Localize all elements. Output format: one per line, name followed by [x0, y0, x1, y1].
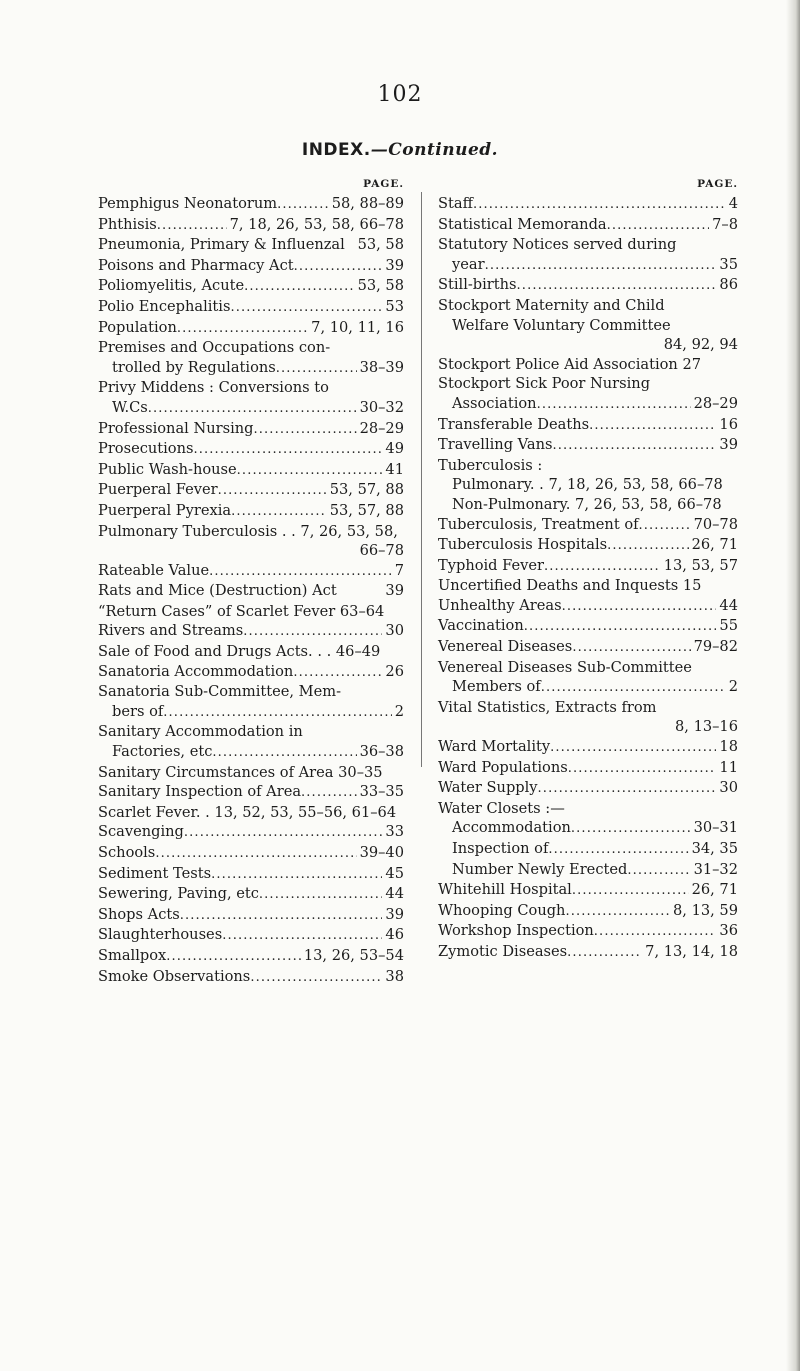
index-entry: Water Supply . . . 30 [438, 778, 738, 799]
index-entry: Prosecutions . . . 49 [98, 439, 404, 460]
index-entry: Ward Mortality . . . 18 [438, 737, 738, 758]
index-entry: Pulmonary Tuberculosis . . 7, 26, 53, 58, [98, 522, 398, 540]
index-entry: Venereal Diseases . . . 79–82 [438, 637, 738, 658]
index-entry-cont: Members of . . . 2 [438, 677, 738, 698]
index-entry: Smoke Observations . . . 38 [98, 967, 404, 988]
index-entry: Sediment Tests . . . 45 [98, 864, 404, 885]
index-entry: Schools . . . 39–40 [98, 843, 404, 864]
index-subentry: Inspection of . . . 34, 35 [438, 839, 738, 860]
index-entry: Sale of Food and Drugs Acts. . . 46–49 [98, 643, 381, 661]
index-entry: Ward Populations . . . 11 [438, 758, 738, 779]
index-entry: Staff . . . 4 [438, 194, 738, 215]
index-entry: Polio Encephalitis . . . 53 [98, 297, 404, 318]
index-entry: Statutory Notices served during [438, 236, 677, 254]
index-entry: Statistical Memoranda . . . 7–8 [438, 215, 738, 236]
index-column-left [98, 175, 404, 987]
index-entry: Scavenging . . . 33 [98, 822, 404, 843]
index-entry-cont: Association . . . 28–29 [438, 394, 738, 415]
page-edge-shadow [786, 0, 800, 1371]
index-entry: Shops Acts . . . 39 [98, 905, 404, 926]
index-entry: Tuberculosis : [438, 456, 543, 474]
index-entry: Uncertified Deaths and Inquests 15 [438, 577, 702, 595]
index-entry: Pneumonia, Primary & Influenzal 53, 58 [98, 236, 404, 254]
index-entry: Population . . . 7, 10, 11, 16 [98, 318, 404, 339]
index-entry: Premises and Occupations con- [98, 339, 331, 357]
index-entry-cont: bers of . . . 2 [98, 702, 404, 723]
index-entry: Rivers and Streams . . . 30 [98, 621, 404, 642]
heading-main: INDEX. [301, 140, 371, 160]
index-entry: Whitehill Hospital . . . 26, 71 [438, 880, 738, 901]
index-entry: Stockport Police Aid Association 27 [438, 355, 702, 373]
index-entry: Rateable Value . . . 7 [98, 561, 404, 582]
index-entry: Unhealthy Areas . . . 44 [438, 596, 738, 617]
page-number: 102 [377, 82, 423, 107]
index-entry: Rats and Mice (Destruction) Act 39 [98, 582, 404, 600]
index-entry: Tuberculosis Hospitals . . . 26, 71 [438, 535, 738, 556]
column-divider [421, 192, 422, 767]
index-entry: Sanatoria Sub-Committee, Mem- [98, 683, 342, 701]
index-subentry: Non-Pulmonary. 7, 26, 53, 58, 66–78 [452, 495, 722, 513]
index-entry: Stockport Sick Poor Nursing [438, 375, 651, 393]
index-entry: Smallpox . . . 13, 26, 53–54 [98, 946, 404, 967]
index-entry-cont: 84, 92, 94 [663, 336, 738, 354]
index-subentry: Pulmonary. . 7, 18, 26, 53, 58, 66–78 [452, 476, 723, 494]
heading-continued: —Continued. [370, 140, 499, 160]
index-entry: Poliomyelitis, Acute . . . 53, 58 [98, 276, 404, 297]
index-entry: Sewering, Paving, etc . . . 44 [98, 884, 404, 905]
index-entry: Slaughterhouses . . . 46 [98, 925, 404, 946]
index-entry: Sanatoria Accommodation . . . 26 [98, 662, 404, 683]
index-entry: Poisons and Pharmacy Act . . . 39 [98, 256, 404, 277]
index-entry: Puerperal Fever . . . 53, 57, 88 [98, 480, 404, 501]
column-label: PAGE. [697, 178, 738, 190]
index-subentry: Accommodation . . . 30–31 [438, 818, 738, 839]
index-subentry: Number Newly Erected . . . 31–32 [438, 860, 738, 881]
index-entry: Sanitary Accommodation in [98, 723, 303, 741]
index-entry: Still-births . . . 86 [438, 275, 738, 296]
index-entry-cont: trolled by Regulations . . . 38–39 [98, 358, 404, 379]
column-label: PAGE. [363, 178, 404, 190]
index-entry: Pemphigus Neonatorum . . . 58, 88–89 [98, 194, 404, 215]
index-entry: Professional Nursing . . . 28–29 [98, 419, 404, 440]
index-entry: Vital Statistics, Extracts from [438, 698, 657, 716]
index-entry: Public Wash-house . . . 41 [98, 460, 404, 481]
index-entry: Phthisis . . . 7, 18, 26, 53, 58, 66–78 [98, 215, 404, 236]
index-entry: Sanitary Circumstances of Area 30–35 [98, 763, 383, 781]
index-entry-cont: 66–78 [359, 542, 404, 560]
index-entry-cont: year . . . 35 [438, 255, 738, 276]
index-entry-cont: W.Cs . . . 30–32 [98, 398, 404, 419]
index-entry: Travelling Vans . . . 39 [438, 435, 738, 456]
index-entry-cont: Factories, etc . . . 36–38 [98, 742, 404, 763]
page-heading [0, 140, 800, 160]
index-entry-cont: 8, 13–16 [675, 718, 738, 736]
index-entry: Stockport Maternity and Child [438, 296, 665, 314]
index-entry: Water Closets :— [438, 799, 565, 817]
index-entry: “Return Cases” of Scarlet Fever 63–64 [98, 602, 385, 620]
index-entry: Puerperal Pyrexia . . . 53, 57, 88 [98, 501, 404, 522]
index-entry: Venereal Diseases Sub-Committee [438, 658, 692, 676]
index-entry: Whooping Cough . . . 8, 13, 59 [438, 901, 738, 922]
index-entry-cont: Welfare Voluntary Committee [452, 316, 671, 334]
index-entry: Tuberculosis, Treatment of . . . 70–78 [438, 515, 738, 536]
index-entry: Zymotic Diseases . . . 7, 13, 14, 18 [438, 942, 738, 963]
index-column-right [438, 175, 738, 963]
index-entry: Sanitary Inspection of Area . . . 33–35 [98, 782, 404, 803]
index-entry: Scarlet Fever. . 13, 52, 53, 55–56, 61–64 [98, 803, 397, 821]
index-entry: Transferable Deaths . . . 16 [438, 415, 738, 436]
index-entry: Typhoid Fever . . . 13, 53, 57 [438, 556, 738, 577]
index-entry: Privy Middens : Conversions to [98, 379, 329, 397]
index-entry: Workshop Inspection . . . 36 [438, 921, 738, 942]
index-entry: Vaccination . . . 55 [438, 616, 738, 637]
